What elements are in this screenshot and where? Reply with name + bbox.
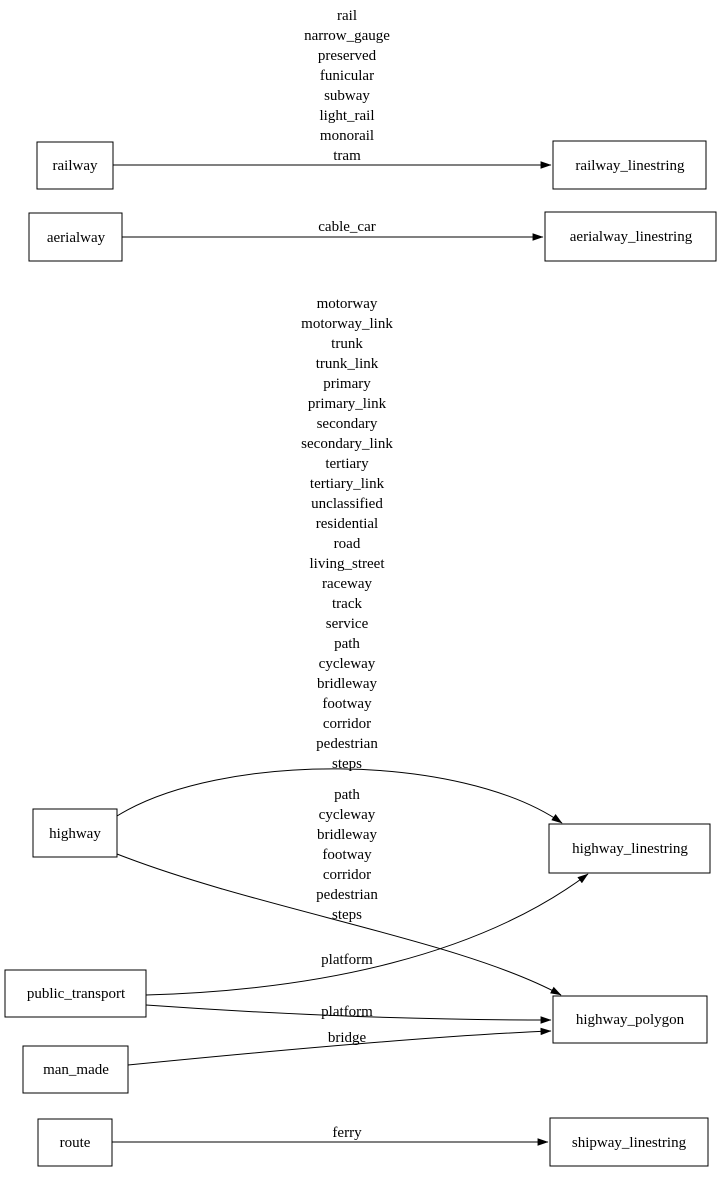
node-aerialway-linestring-label: aerialway_linestring	[569, 229, 693, 245]
edge-value: steps	[332, 907, 362, 923]
node-shipway-linestring	[550, 1118, 708, 1166]
edge-value: platform	[321, 952, 373, 968]
node-highway-polygon-label: highway_polygon	[575, 1012, 685, 1028]
edge-label-aerialway-values	[318, 219, 375, 235]
node-public-transport-label: public_transport	[26, 986, 126, 1002]
edge-value: trunk	[331, 336, 363, 352]
edge-value: steps	[332, 756, 362, 772]
node-aerialway-linestring	[545, 212, 716, 261]
node-railway-linestring	[553, 141, 706, 189]
edge-label-railway-values	[304, 8, 390, 164]
edge-value: light_rail	[319, 108, 375, 124]
edge-value: residential	[315, 516, 379, 532]
edge-label-public-transport-polygon	[321, 1004, 373, 1020]
node-route-label: route	[59, 1135, 91, 1151]
edge-value: motorway	[316, 296, 378, 312]
node-man-made-label: man_made	[43, 1062, 109, 1078]
edge-value: bridleway	[317, 676, 377, 692]
edge-value: ferry	[332, 1125, 362, 1141]
edge-value: pedestrian	[316, 736, 378, 752]
edge-value: cable_car	[318, 219, 376, 235]
edge-value: narrow_gauge	[304, 28, 390, 44]
edge-value: unclassified	[311, 496, 383, 512]
edge-value: raceway	[322, 576, 372, 592]
edge-value: footway	[322, 696, 372, 712]
edge-value: pedestrian	[316, 887, 378, 903]
edge-value: monorail	[319, 128, 375, 144]
node-route	[38, 1119, 112, 1166]
edge-value: cycleway	[318, 807, 376, 823]
edge-value: secondary_link	[301, 436, 393, 452]
node-highway	[33, 809, 117, 857]
edge-value: track	[332, 596, 362, 612]
edge-label-highway-linestring-values	[301, 296, 393, 772]
node-aerialway-label: aerialway	[46, 230, 106, 246]
edge-value: subway	[324, 88, 370, 104]
edge-value: service	[325, 616, 369, 632]
node-aerialway	[29, 213, 122, 261]
edge-value: corridor	[322, 867, 372, 883]
edge-value: tram	[333, 148, 361, 164]
edge-value: tertiary_link	[309, 476, 385, 492]
edge-value: footway	[322, 847, 372, 863]
edge-value: preserved	[317, 48, 377, 64]
node-highway-polygon	[553, 996, 707, 1043]
node-public-transport	[5, 970, 146, 1017]
node-highway-linestring	[549, 824, 710, 873]
edge-value: trunk_link	[315, 356, 379, 372]
edge-label-public-transport-linestring	[321, 952, 373, 968]
edge-value: road	[333, 536, 361, 552]
edge-label-highway-polygon-values	[316, 787, 378, 923]
edge-value: corridor	[322, 716, 372, 732]
edge-value: bridge	[327, 1030, 367, 1046]
node-railway-label: railway	[52, 158, 98, 174]
node-man-made	[23, 1046, 128, 1093]
edge-value: path	[334, 636, 360, 652]
edge-value: bridleway	[317, 827, 377, 843]
edge-labels	[301, 8, 393, 1141]
node-highway-linestring-label: highway_linestring	[572, 841, 688, 857]
node-highway-label: highway	[49, 826, 101, 842]
edge-value: motorway_link	[301, 316, 393, 332]
node-railway	[37, 142, 113, 189]
edge-value: rail	[337, 8, 357, 24]
edge-value: cycleway	[318, 656, 376, 672]
edge-value: funicular	[319, 68, 375, 84]
node-shipway-linestring-label: shipway_linestring	[571, 1135, 687, 1151]
edge-label-man-made-polygon	[328, 1030, 367, 1046]
edge-value: primary_link	[307, 396, 387, 412]
node-railway-linestring-label: railway_linestring	[575, 158, 685, 174]
edge-value: path	[334, 787, 360, 803]
edge-value: platform	[321, 1004, 373, 1020]
edge-value: secondary	[316, 416, 378, 432]
edge-value: tertiary	[325, 456, 369, 472]
edge-label-route-shipway	[332, 1125, 362, 1141]
edge-value: living_street	[309, 556, 385, 572]
edge-value: primary	[323, 376, 371, 392]
